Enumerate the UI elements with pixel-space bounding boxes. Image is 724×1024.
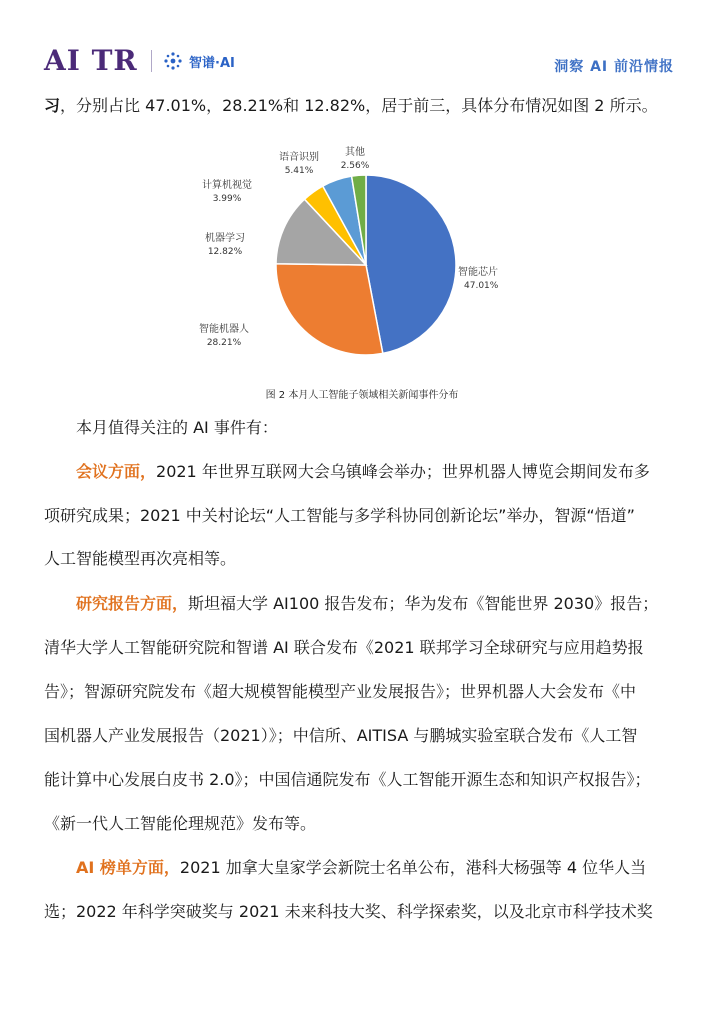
figure-caption: 图 2 本月人工智能子领域相关新闻事件分布 [265, 390, 459, 401]
section-report-line-5: 能计算中心发展白皮书 2.0》；中国信通院发布《人工智能开源生态和知识产权报告》； [44, 770, 651, 789]
section-report-line-2: 清华大学人工智能研究院和智谱 AI 联合发布《2021 联邦学习全球研究与应用趋势报 [44, 638, 644, 657]
partner-logo [162, 50, 235, 72]
pie-label-4: 语音识别 [279, 152, 319, 163]
pie-slice-0 [366, 175, 456, 353]
pie-value-2: 12.82% [207, 247, 243, 257]
section-report-line-1: 研究报告方面，斯坦福大学 AI100 报告发布；华为发布《智能世界 2030》报告； [76, 594, 659, 613]
section-heading-report: 研究报告方面， [76, 594, 189, 613]
pie-value-4: 5.41% [284, 166, 314, 176]
intro-paragraph [44, 96, 684, 116]
section-report-line-4: 国机器人产业发展报告（2021）》；中信所、AITISA 与鹏城实验室联合发布《人工智 [44, 726, 638, 745]
section-report-line-6: 《新一代人工智能伦理规范》发布等。 [44, 814, 317, 833]
events-intro: 本月值得关注的 AI 事件有： [76, 418, 278, 437]
pie-label-2: 机器学习 [205, 233, 245, 244]
aitr-logo: AI TR [44, 44, 138, 77]
intro-lead: 习 [44, 96, 61, 115]
intro-text: ，分别占比 47.01%，28.21%和 12.82%，居于前三，具体分布情况如图 2 所示。 [60, 96, 658, 115]
section-ranking-line-2: 选；2022 年科学突破奖与 2021 未来科技大奖、科学探索奖，以及北京市科学技术奖 [44, 902, 653, 921]
page-header [0, 0, 724, 90]
pie-label-5: 其他 [345, 147, 365, 158]
pie-label-3: 计算机视觉 [202, 180, 252, 191]
pie-value-1: 28.21% [206, 338, 242, 348]
pie-label-1: 智能机器人 [199, 324, 249, 335]
section-ranking-line-1: AI 榜单方面，2021 加拿大皇家学会新院士名单公布，港科大杨强等 4 位华人当 [76, 858, 647, 877]
pie-chart [190, 140, 550, 370]
section-meeting-line-3: 人工智能模型再次亮相等。 [44, 549, 237, 568]
section-report-line-3: 告》；智源研究院发布《超大规模智能模型产业发展报告》；世界机器人大会发布《中 [44, 682, 637, 701]
pie-slice-1 [276, 264, 383, 355]
zhipu-logo-icon [162, 50, 184, 72]
partner-name: 智谱·AI [189, 55, 235, 71]
section-meeting-line-2: 项研究成果；2021 中关村论坛“人工智能与多学科协同创新论坛”举办，智源“悟道” [44, 506, 635, 525]
logo-divider [151, 50, 152, 72]
pie-value-5: 2.56% [340, 161, 370, 171]
section-heading-meeting: 会议方面， [76, 462, 157, 481]
section-heading-ranking: AI 榜单方面， [76, 858, 180, 877]
header-tagline: 洞察 AI 前沿情报 [554, 59, 674, 75]
section-meeting-line-1: 会议方面，2021 年世界互联网大会乌镇峰会举办；世界机器人博览会期间发布多 [76, 462, 650, 481]
pie-value-3: 3.99% [212, 194, 242, 204]
pie-label-0: 智能芯片 [458, 267, 498, 278]
pie-value-0: 47.01% [464, 281, 499, 291]
